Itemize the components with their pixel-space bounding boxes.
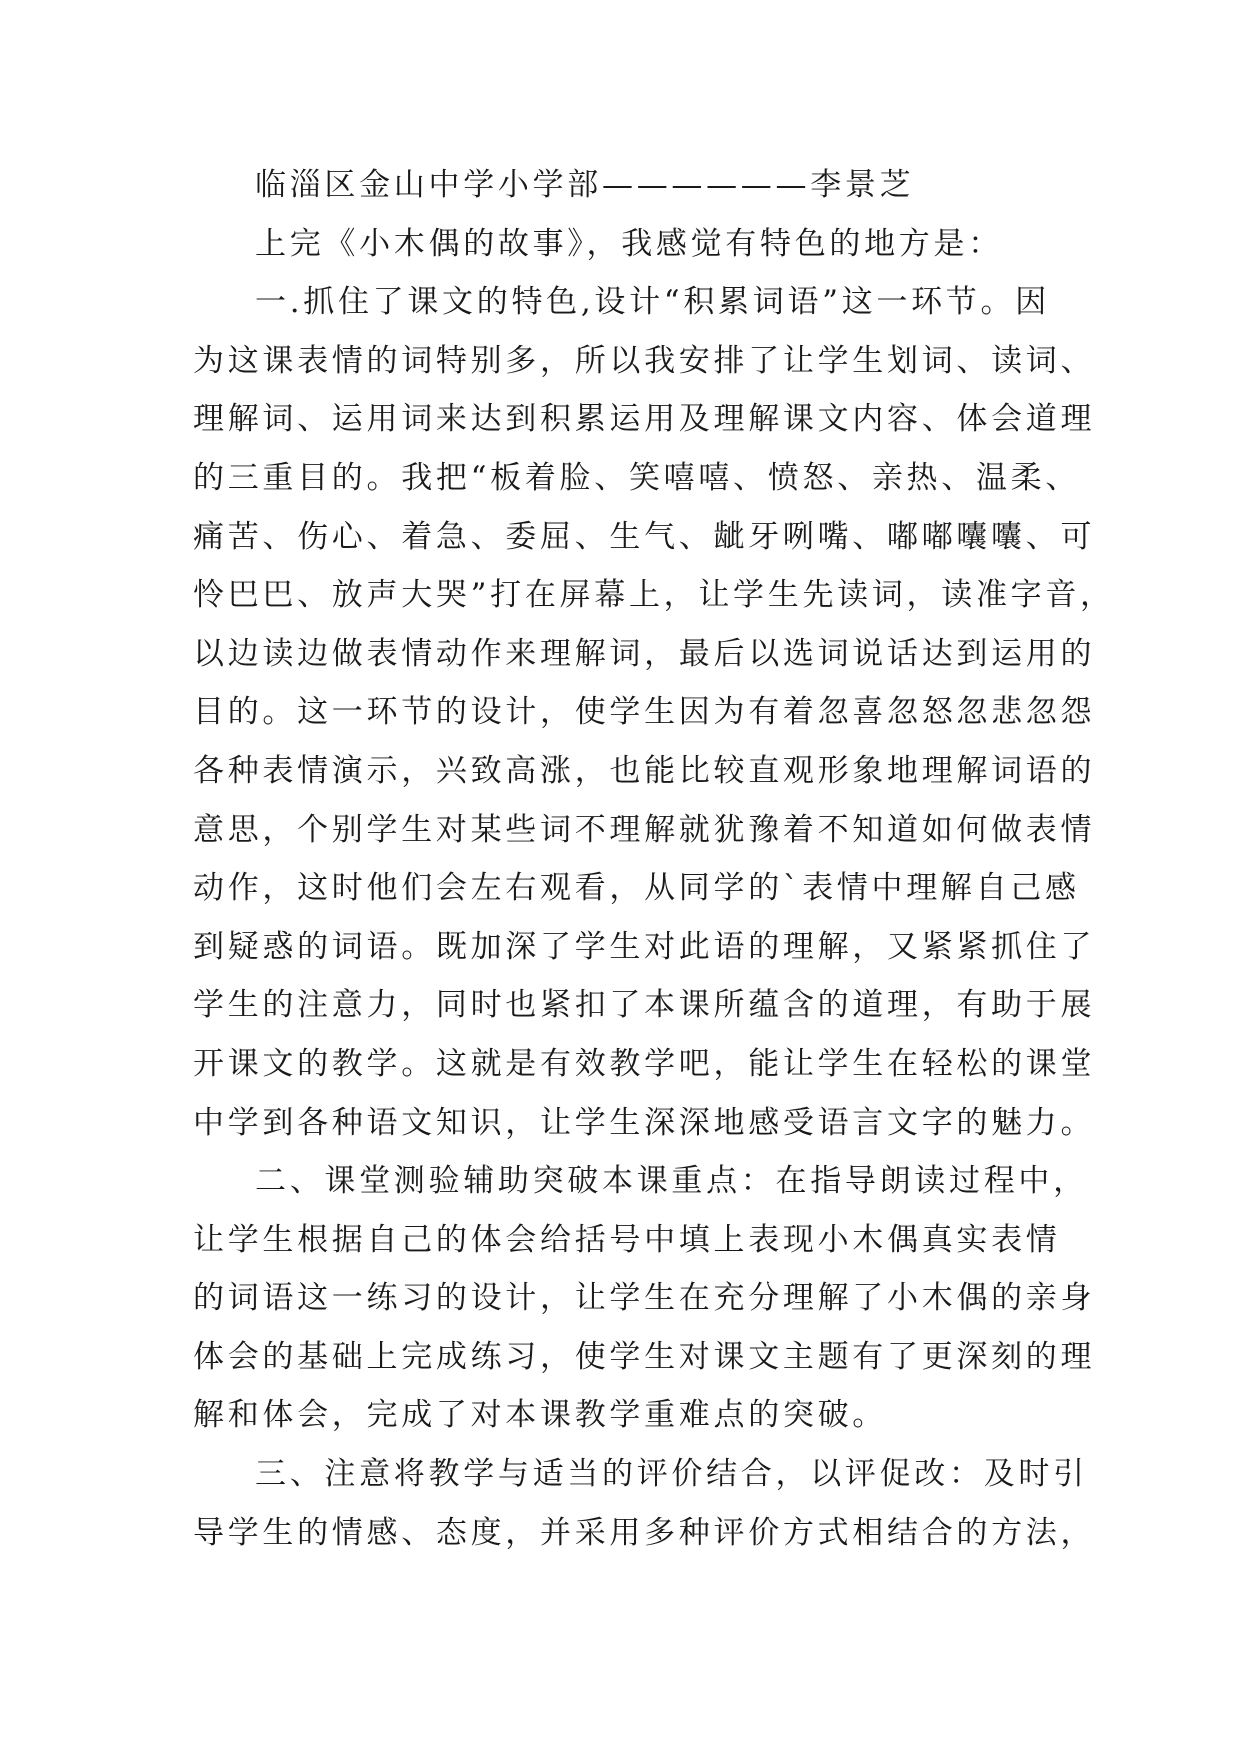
text-line: 开课文的教学。这就是有效教学吧，能让学生在轻松的课堂 <box>193 1045 1096 1082</box>
text-line: 理解词、运用词来达到积累运用及理解课文内容、体会道理 <box>193 401 1096 438</box>
text-line: 学生的注意力，同时也紧扣了本课所蕴含的道理，有助于展 <box>193 987 1096 1024</box>
text-line: 的词语这一练习的设计，让学生在充分理解了小木偶的亲身 <box>193 1280 1096 1317</box>
text-line: 一.抓住了课文的特色,设计“积累词语”这一环节。因 <box>255 284 1050 321</box>
text-line: 二、课堂测验辅助突破本课重点：在指导朗读过程中， <box>255 1163 1088 1200</box>
text-line: 导学生的情感、态度，并采用多种评价方式相结合的方法， <box>193 1514 1096 1551</box>
text-line: 为这课表情的词特别多，所以我安排了让学生划词、读词、 <box>193 342 1096 379</box>
text-line: 以边读边做表情动作来理解词，最后以选词说话达到运用的 <box>193 635 1096 672</box>
text-line: 体会的基础上完成练习，使学生对课文主题有了更深刻的理 <box>193 1338 1096 1375</box>
text-line: 各种表情演示，兴致高涨，也能比较直观形象地理解词语的 <box>193 752 1096 789</box>
text-line: 痛苦、伤心、着急、委屈、生气、龇牙咧嘴、嘟嘟囔囔、可 <box>193 518 1096 555</box>
text-line: 到疑惑的词语。既加深了学生对此语的理解，又紧紧抓住了 <box>193 928 1096 965</box>
text-line: 解和体会，完成了对本课教学重难点的突破。 <box>193 1397 887 1434</box>
text-line: 三、注意将教学与适当的评价结合，以评促改：及时引 <box>255 1456 1088 1493</box>
text-line: 怜巴巴、放声大哭”打在屏幕上，让学生先读词，读准字音， <box>193 577 1115 614</box>
text-line: 临淄区金山中学小学部——————李景芝 <box>255 167 915 203</box>
text-line: 中学到各种语文知识，让学生深深地感受语言文字的魅力。 <box>193 1104 1096 1141</box>
text-line: 上完《小木偶的故事》，我感觉有特色的地方是： <box>255 225 1003 262</box>
document-body <box>193 156 1115 1562</box>
text-line: 的三重目的。我把“板着脸、笑嘻嘻、愤怒、亲热、温柔、 <box>193 459 1081 496</box>
text-line: 意思，个别学生对某些词不理解就犹豫着不知道如何做表情 <box>193 811 1096 848</box>
text-line: 让学生根据自己的体会给括号中填上表现小木偶真实表情 <box>193 1221 1061 1258</box>
text-line: 目的。这一环节的设计，使学生因为有着忽喜忽怒忽悲忽怨 <box>193 694 1096 731</box>
text-line: 动作，这时他们会左右观看，从同学的`表情中理解自己感 <box>193 870 1080 907</box>
